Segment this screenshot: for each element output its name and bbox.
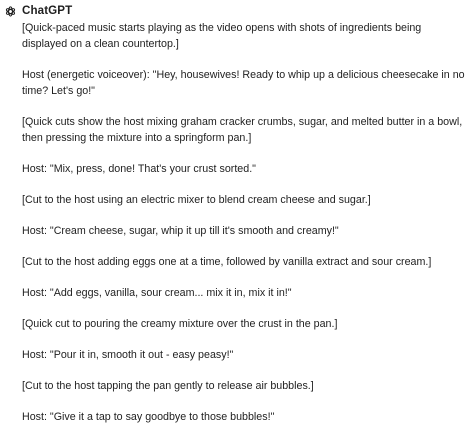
message-paragraph: [Cut to the host using an electric mixer to blend cream cheese and sugar.]	[22, 194, 371, 206]
message-paragraph: Host (energetic voiceover): "Hey, housewives! Ready to whip up a delicious cheesecake in no time? Let's go!"	[22, 69, 465, 97]
message-body	[22, 20, 468, 440]
message-paragraph: [Cut to the host tapping the pan gently to release air bubbles.]	[22, 380, 314, 392]
message-paragraph: Host: "Add eggs, vanilla, sour cream... mix it in, mix it in!"	[22, 287, 292, 299]
message-paragraph: [Cut to the host adding eggs one at a time, followed by vanilla extract and sour cream.]	[22, 256, 432, 268]
message-paragraph: Host: "Mix, press, done! That's your crust sorted."	[22, 163, 256, 175]
openai-logo-icon	[5, 6, 16, 17]
message-paragraph: Host: "Give it a tap to say goodbye to those bubbles!"	[22, 411, 275, 423]
message-paragraph: [Quick cut to pouring the creamy mixture over the crust in the pan.]	[22, 318, 338, 330]
message-paragraph: [Quick cuts show the host mixing graham cracker crumbs, sugar, and melted butter in a bowl, then pressing the mixture into a springform pan.]	[22, 116, 463, 144]
message-paragraph: Host: "Pour it in, smooth it out - easy peasy!"	[22, 349, 234, 361]
message-paragraph: [Quick-paced music starts playing as the video opens with shots of ingredients being displayed on a clean countertop.]	[22, 22, 422, 50]
sender-name: ChatGPT	[22, 4, 73, 17]
message-paragraph: Host: "Cream cheese, sugar, whip it up till it's smooth and creamy!"	[22, 225, 339, 237]
